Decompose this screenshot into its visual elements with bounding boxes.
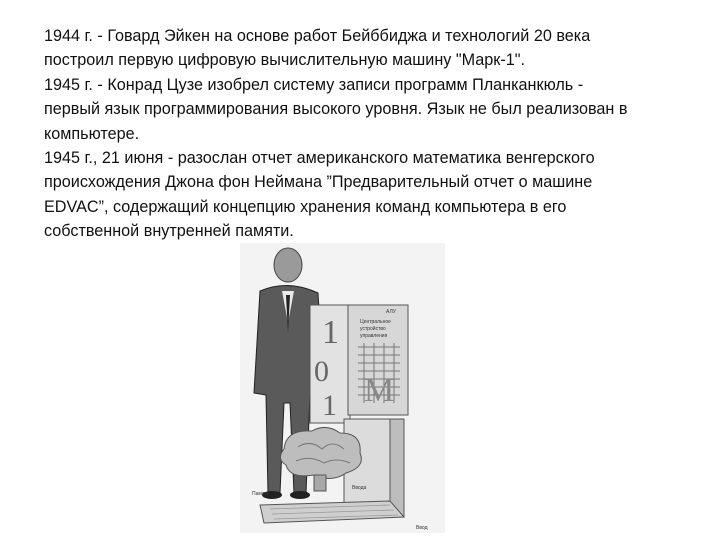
input-label: Ввод	[416, 525, 428, 531]
paragraph-1945-zuse	[44, 73, 712, 146]
control-unit-block	[348, 305, 408, 415]
paragraph-line: собственной внутренней памяти.	[44, 222, 294, 241]
control-unit-label-2: устройство	[360, 326, 386, 332]
control-unit-label-3: управления	[360, 333, 388, 339]
paragraph-1945-neumann	[44, 146, 712, 244]
memory-label: Память	[252, 491, 270, 497]
io-label: Ввода	[352, 485, 367, 491]
control-unit-label-1: Центральное	[360, 319, 391, 325]
paragraph-line: 1944 г. - Говард Эйкен на основе работ Бейббиджа и технологий 20 века	[44, 27, 591, 45]
slide-text	[44, 24, 712, 244]
paragraph-1944	[44, 24, 712, 73]
paragraph-line: 1945 г. - Конрад Цузе изобрел систему записи программ Планканкюль -	[44, 75, 584, 94]
svg-text:M: M	[364, 372, 395, 409]
paragraph-line: происхождения Джона фон Неймана ”Предварительный отчет о машине	[44, 173, 593, 192]
alu-label: АЛУ	[386, 309, 396, 315]
paragraph-line: построил первую цифровую вычислительную машину "Марк-1".	[44, 51, 525, 70]
von-neumann-computer-illustration	[240, 243, 445, 533]
paragraph-line: компьютере.	[44, 124, 140, 143]
paragraph-line: EDVAC”, содержащий концепцию хранения команд компьютера в его	[44, 197, 567, 216]
svg-text:0: 0	[314, 355, 329, 388]
paragraph-line: 1945 г., 21 июня - разослан отчет американского математика венгерского	[44, 149, 595, 168]
paragraph-line: первый язык программирования высокого уровня. Язык не был реализован в	[44, 100, 628, 119]
svg-text:1: 1	[322, 314, 339, 351]
alu-block	[310, 305, 350, 423]
svg-text:1: 1	[322, 389, 337, 422]
